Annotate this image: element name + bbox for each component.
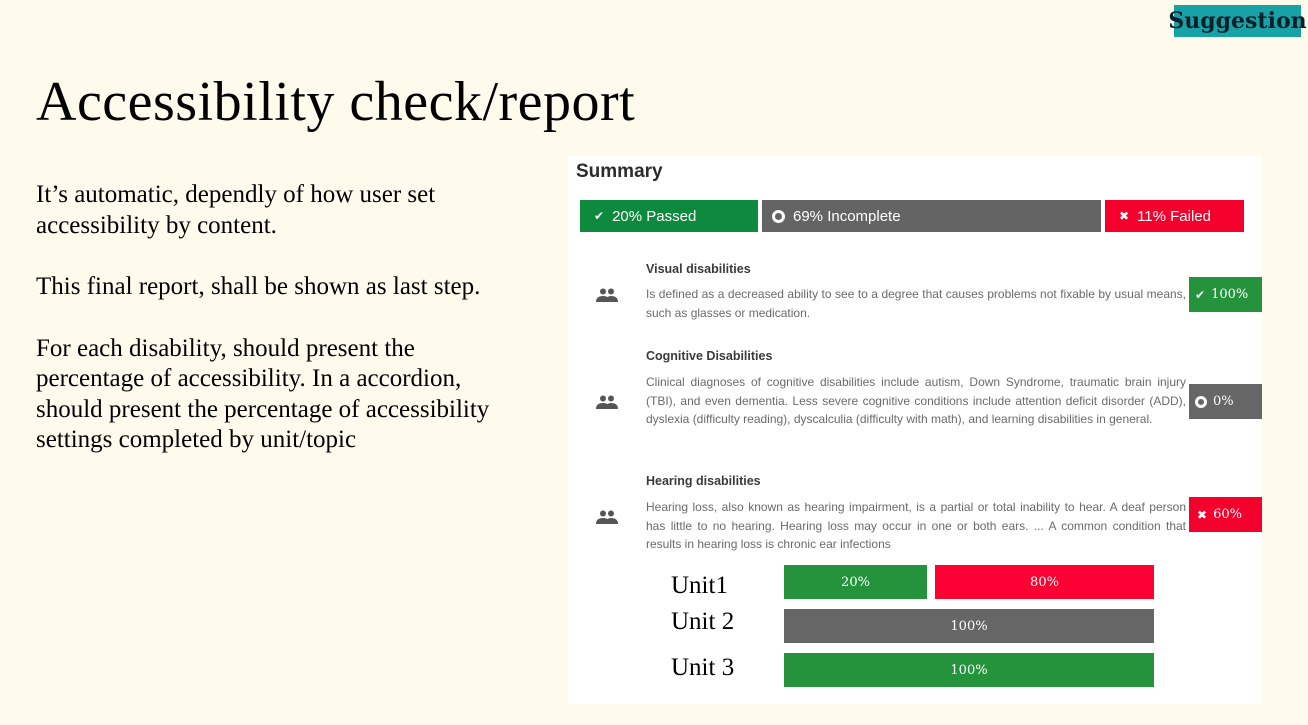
unit1-passed-bar[interactable] xyxy=(784,565,927,599)
unit-label: Unit 2 xyxy=(671,608,735,635)
summary-passed-label: 20% Passed xyxy=(612,207,697,225)
description xyxy=(36,180,516,487)
disability-description: Hearing loss, also known as hearing impairment, is a partial or total inability to hear. A deaf person has little to no hearing. Hearing loss may occur in one or both ears. ... A common condition that results in hearing loss is chronic ear infections xyxy=(646,500,1186,551)
description-paragraph: This final report, shall be shown as last step. xyxy=(36,273,481,300)
summary-incomplete-bar[interactable] xyxy=(762,200,1101,232)
disability-name: Hearing disabilities xyxy=(646,474,761,488)
summary-title: Summary xyxy=(576,161,663,182)
disability-item-hearing[interactable] xyxy=(568,474,1262,554)
close-icon: ✖ xyxy=(1119,209,1130,223)
unit3-passed-bar[interactable] xyxy=(784,653,1154,687)
percent-label: 100% xyxy=(1211,287,1249,302)
disability-percent-visual xyxy=(1189,277,1262,312)
check-icon: ✔ xyxy=(594,209,605,223)
percent-label: 0% xyxy=(1213,394,1234,409)
disability-percent-hearing xyxy=(1189,497,1262,532)
unit-label: Unit1 xyxy=(671,572,728,599)
summary-passed-bar[interactable] xyxy=(580,200,758,232)
disability-name: Visual disabilities xyxy=(646,262,751,276)
disability-percent-cognitive xyxy=(1189,384,1262,419)
unit1-failed-bar[interactable] xyxy=(935,565,1154,599)
check-icon: ✔ xyxy=(1195,287,1206,302)
disability-name: Cognitive Disabilities xyxy=(646,349,773,363)
accessibility-report-panel xyxy=(568,156,1262,704)
summary-failed-label: 11% Failed xyxy=(1137,207,1211,225)
description-paragraph: For each disability, should present the percentage of accessibility. In a accordion, should present the percentage of accessibility settings completed by unit/topic xyxy=(36,334,490,453)
description-paragraph: It’s automatic, dependly of how user set accessibility by content. xyxy=(36,181,436,239)
disability-description: Is defined as a decreased ability to see to a degree that causes problems not fixable by usual means, such as glasses or medication. xyxy=(646,287,1186,320)
unit-percent-label: 100% xyxy=(950,618,988,634)
page-title: Accessibility check/report xyxy=(36,71,636,133)
unit-label: Unit 3 xyxy=(671,654,735,681)
summary-failed-bar[interactable] xyxy=(1105,200,1244,232)
summary-incomplete-label: 69% Incomplete xyxy=(793,207,901,225)
people-icon xyxy=(596,395,618,409)
people-icon xyxy=(596,510,618,524)
unit-percent-label: 20% xyxy=(841,574,870,590)
disability-item-cognitive[interactable] xyxy=(568,349,1262,449)
percent-label: 60% xyxy=(1213,507,1242,522)
disability-description: Clinical diagnoses of cognitive disabilities include autism, Down Syndrome, traumatic brain injury (TBI), and even dementia. Less severe cognitive conditions include attention deficit disorder (ADD), dyslexia (difficulty reading), dyscalculia (difficulty with math), and learning disabilities in general. xyxy=(646,375,1186,426)
suggestion-badge: Suggestion xyxy=(1174,5,1301,37)
unit2-incomplete-bar[interactable] xyxy=(784,609,1154,643)
unit-percent-label: 80% xyxy=(1030,574,1059,590)
disability-item-visual[interactable] xyxy=(568,262,1262,322)
ring-icon xyxy=(1195,396,1207,408)
people-icon xyxy=(596,288,618,302)
ring-icon xyxy=(772,210,785,223)
close-icon: ✖ xyxy=(1197,507,1208,522)
unit-percent-label: 100% xyxy=(950,662,988,678)
